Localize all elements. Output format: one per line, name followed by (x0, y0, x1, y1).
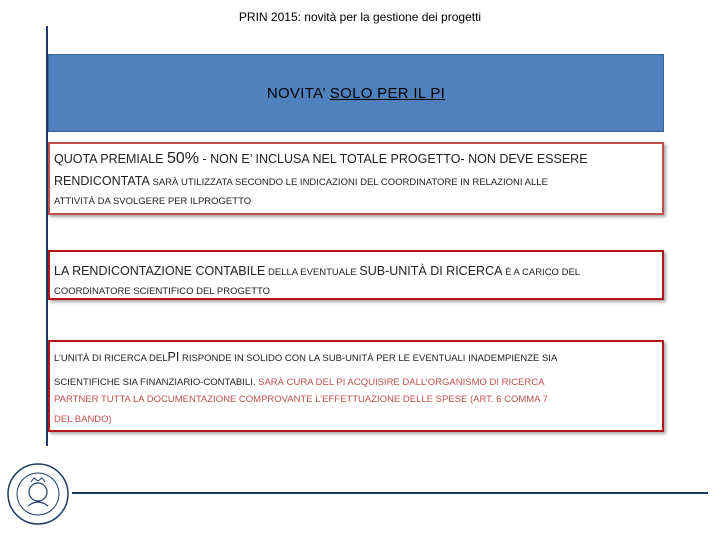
box3-line1 (54, 350, 656, 364)
title-banner (48, 54, 664, 132)
box2-l1a: LA RENDICONTAZIONE CONTABILE (54, 264, 266, 278)
quota-premiale-box (48, 142, 664, 215)
box2-line2: COORDINATORE SCIENTIFICO DEL PROGETTO (54, 286, 271, 297)
box3-l2a: SCIENTIFICHE SIA FINANZIARIO-CONTABILI. (54, 377, 259, 388)
university-seal-icon (6, 462, 70, 526)
box3-l1b: PI (167, 350, 180, 364)
box3-line2 (54, 374, 656, 388)
box3-l1a: L’UNITÀ DI RICERCA DEL (54, 353, 168, 364)
box3-l1c: RISPONDE IN SOLIDO CON LA SUB-UNITÀ PER LE EVENTUALI INADEMPIENZE SIA (179, 353, 558, 364)
box1-line1 (54, 150, 656, 168)
box2-l1b: DELLA EVENTUALE (265, 267, 360, 278)
box2-l1c: SUB-UNITÀ DI RICERCA (359, 264, 503, 278)
box1-line3: ATTIVITÀ DA SVOLGERE PER ILPROGETTO (54, 196, 252, 207)
box3-line3: PARTNER TUTTA LA DOCUMENTAZIONE COMPROVANTE L’EFFETTUAZIONE DELLE SPESE (ART. 6 COMMA 7 (54, 394, 548, 405)
box1-l1c: - NON E’ INCLUSA NEL TOTALE PROGETTO- NON DEVE ESSERE (199, 152, 588, 166)
page-title: PRIN 2015: novità per la gestione dei progetti (238, 10, 482, 24)
banner-prefix: NOVITA’ (266, 84, 330, 102)
unita-ricerca-box (48, 340, 664, 432)
box1-l2a: RENDICONTATA (54, 174, 150, 188)
box1-l2b: SARÀ UTILIZZATA SECONDO LE INDICAZIONI DEL COORDINATORE IN RELAZIONI ALLE (149, 177, 548, 188)
horizontal-rule (72, 492, 708, 494)
box3-l2b: SARÀ CURA DEL PI ACQUISIRE DALL’ORGANISMO DI RICERCA (258, 377, 545, 388)
box1-l1b: 50% (167, 150, 200, 167)
box1-l1a: QUOTA PREMIALE (54, 152, 167, 166)
banner-text (267, 85, 445, 102)
banner-underlined: SOLO PER IL PI (329, 84, 446, 102)
box1-line2 (54, 174, 656, 188)
box2-l1d: È A CARICO DEL (502, 267, 581, 278)
box3-line4: DEL BANDO) (54, 414, 112, 425)
box2-line1 (54, 264, 656, 278)
rendicontazione-box (48, 250, 664, 300)
